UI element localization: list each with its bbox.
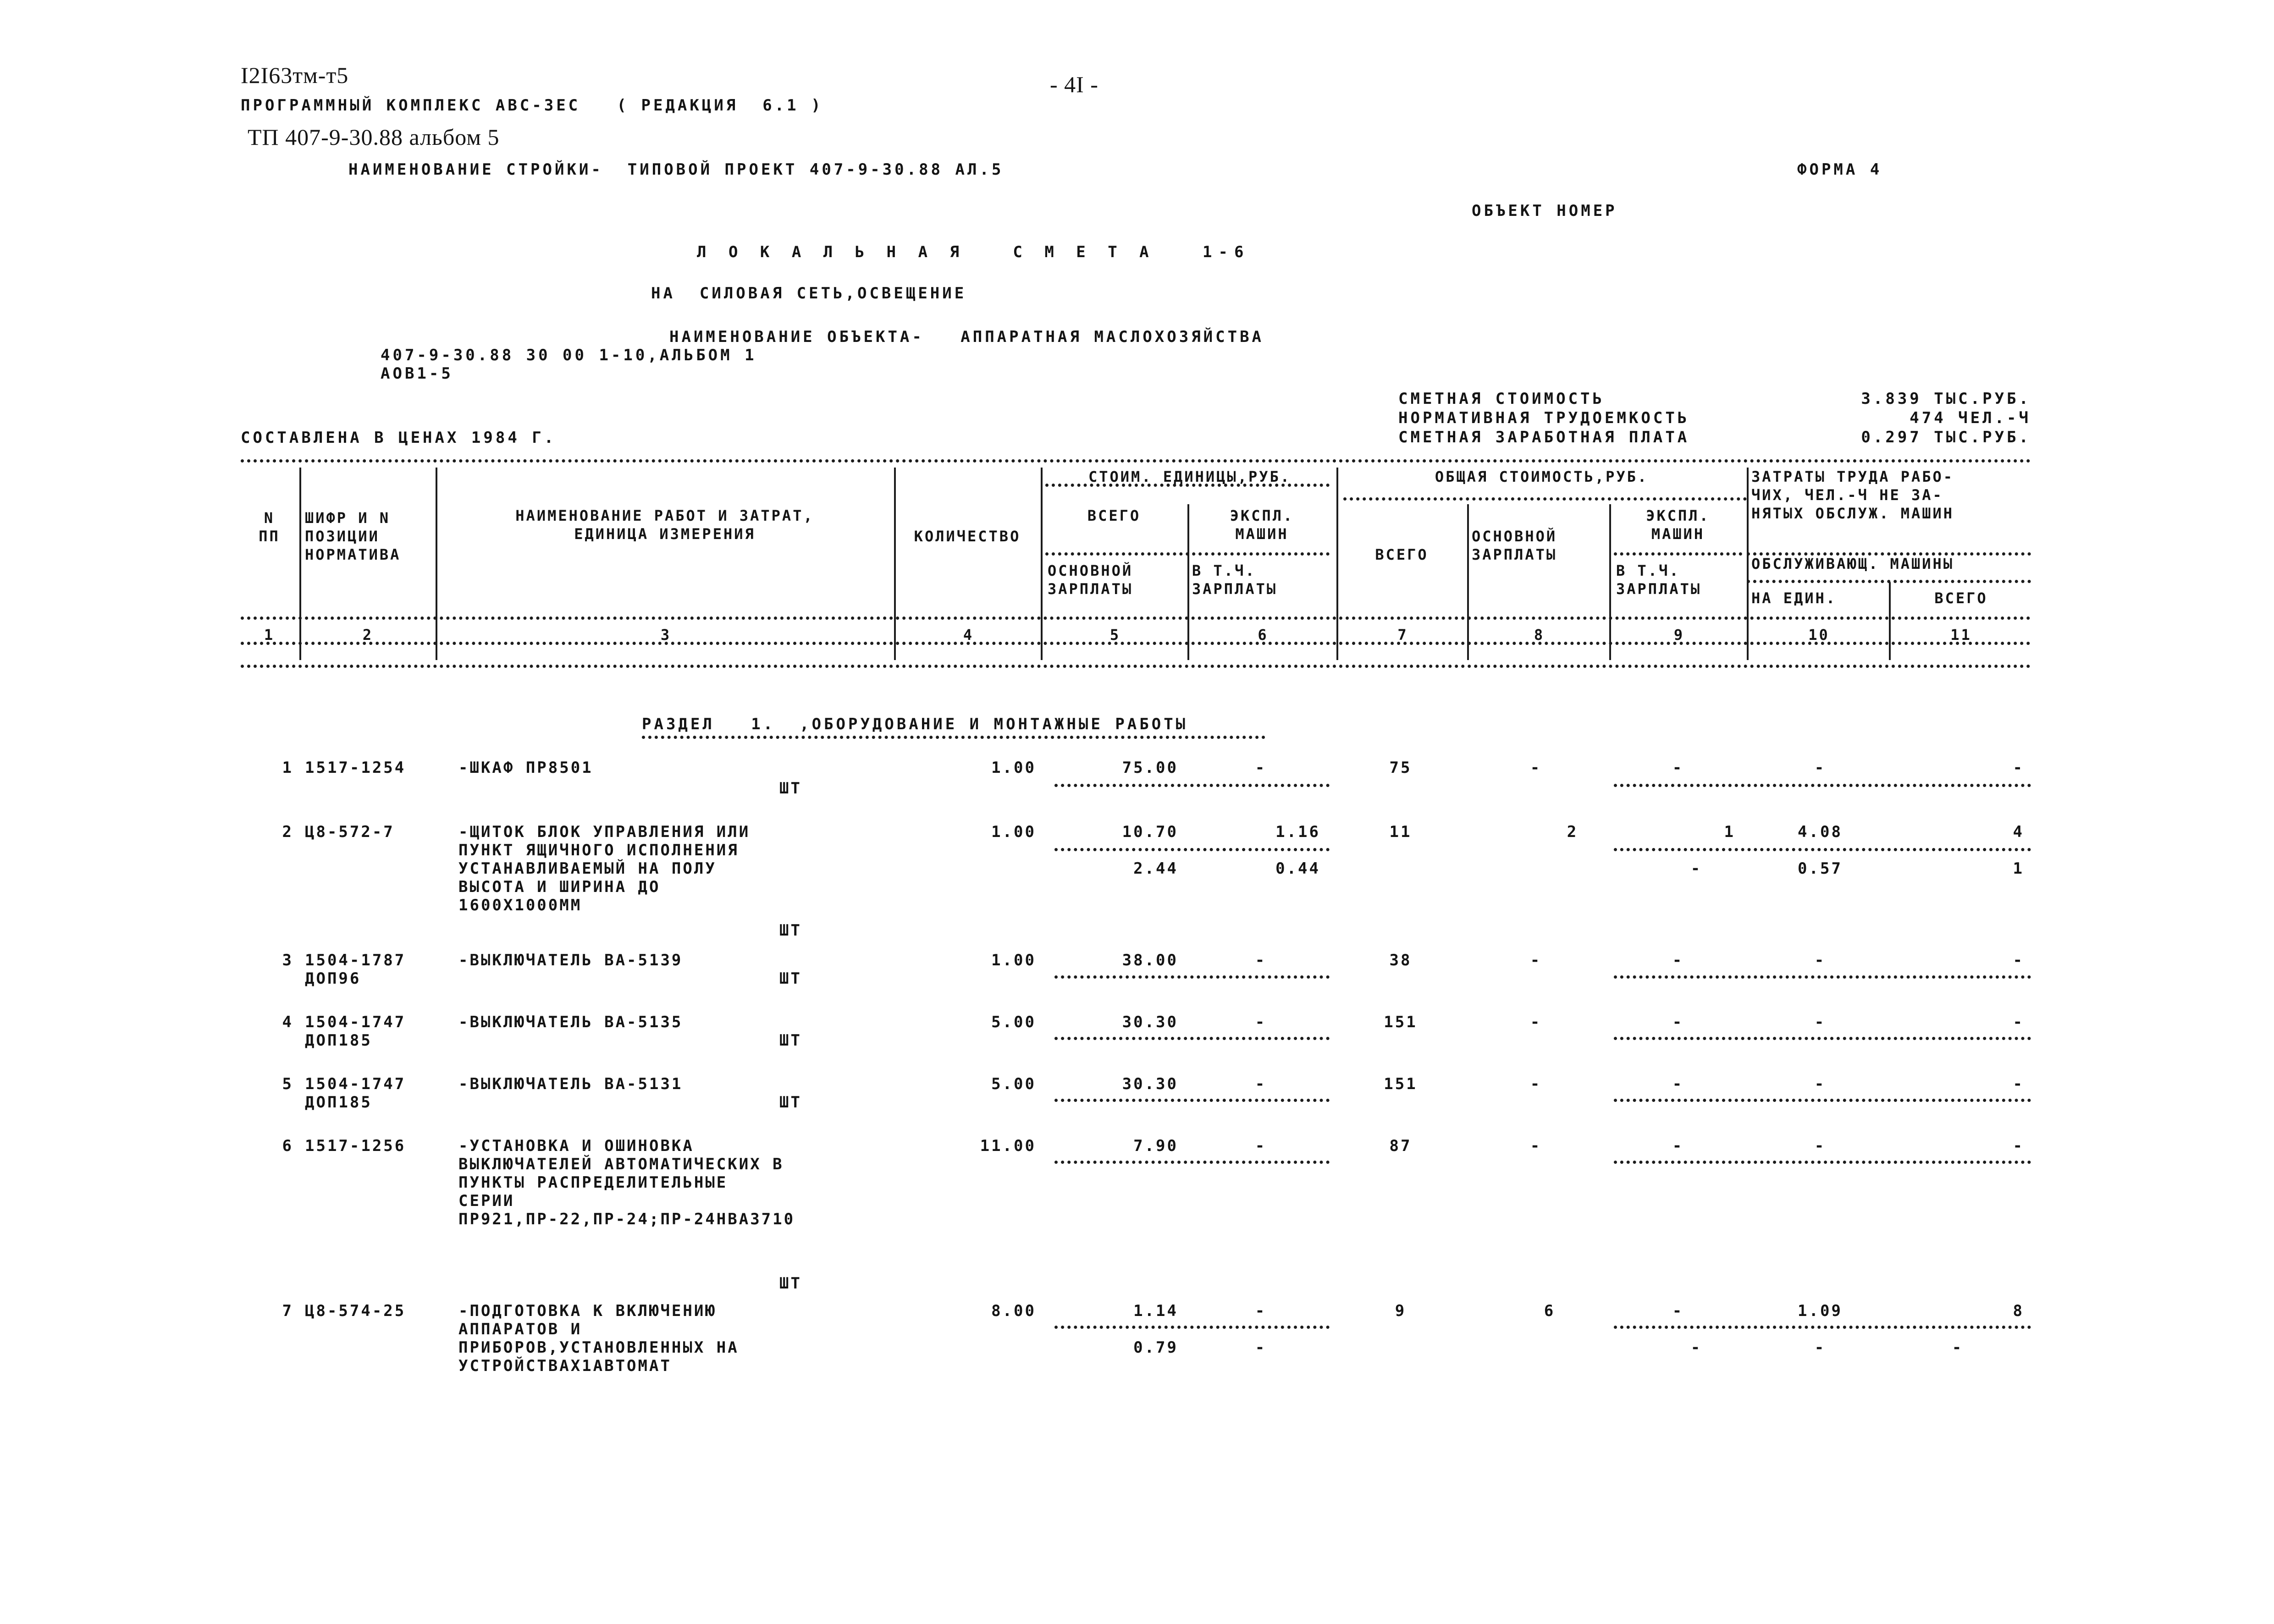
row5-lab-unit: - [1814,1075,1826,1093]
row3-tot-all: 38 [1389,951,1412,969]
row2-lab-unit2: 0.57 [1798,859,1843,878]
row5-name: -ВЫКЛЮЧАТЕЛЬ ВА-5131 [458,1075,683,1093]
row1-tot-wage: - [1530,759,1542,777]
row5-tot-mach: - [1672,1075,1684,1093]
row2-unit-wage: 2.44 [1133,859,1178,878]
row2-lab-total2: 1 [2013,859,2024,878]
row2-unit-rule [1054,848,1330,851]
form-label: ФОРМА 4 [1797,160,1882,179]
col-sep-3 [894,468,896,660]
row2-tot-wage: 2 [1567,823,1579,841]
row3-qty: 1.00 [991,951,1036,969]
row5-code: 1504-1747 ДОП185 [305,1075,406,1112]
colnum-8: 8 [1534,626,1545,644]
row3-unit-mach: - [1255,951,1267,969]
row7-unit-incl: - [1255,1338,1267,1357]
row2-n: 2 [282,823,293,841]
row5-n: 5 [282,1075,293,1093]
tot-mach-mid-rule [1614,552,1742,556]
hdr-tot-machines: ЭКСПЛ. МАШИН [1646,507,1710,543]
row1-right-rule [1614,784,2031,787]
prices-line: СОСТАВЛЕНА В ЦЕНАХ 1984 Г. [241,429,557,447]
colnum-6: 6 [1258,626,1269,644]
section-title: РАЗДЕЛ 1. ,ОБОРУДОВАНИЕ И МОНТАЖНЫЕ РАБОТЫ [642,715,1188,733]
hdr-labor-sub: ОБСЛУЖИВАЮЩ. МАШИНЫ [1751,555,1954,573]
hdr-unit-incl-wage: В Т.Ч. ЗАРПЛАТЫ [1192,562,1278,598]
row2-unit-incl: 0.44 [1275,859,1320,878]
row3-tot-wage: - [1530,951,1542,969]
row1-qty: 1.00 [991,759,1036,777]
row2-name: -ЩИТОК БЛОК УПРАВЛЕНИЯ ИЛИ ПУНКТ ЯЩИЧНОГО ИСПОЛНЕНИЯ УСТАНАВЛИВАЕМЫЙ НА ПОЛУ ВЫСОТА И ШИРИНА ДО 1600Х1000ММ [458,823,751,914]
summary-labor-value: 474 ЧЕЛ.-Ч [1910,409,2031,427]
row4-n: 4 [282,1013,293,1031]
colnum-11: 11 [1950,626,1972,644]
row1-name: -ШКАФ ПР8501 [458,759,593,777]
row3-code: 1504-1787 ДОП96 [305,951,406,988]
summary-wage-value: 0.297 ТЫС.РУБ. [1861,428,2031,446]
summary-cost-value: 3.839 ТЫС.РУБ. [1861,390,2031,408]
album-line: ТП 407-9-30.88 альбом 5 [248,124,500,150]
col-sep-6 [1336,468,1338,660]
row1-n: 1 [282,759,293,777]
row5-unit-total: 30.30 [1122,1075,1178,1093]
row6-unit-total: 7.90 [1133,1137,1178,1155]
row4-lab-total: - [2013,1013,2024,1031]
row5-lab-total: - [2013,1075,2024,1093]
hdr-qty: КОЛИЧЕСТВО [914,528,1021,545]
colnum-2: 2 [362,626,374,644]
hdr-unit-total: ВСЕГО [1087,507,1141,524]
row5-tot-all: 151 [1384,1075,1418,1093]
row7-tot-mach: - [1672,1302,1684,1320]
col-sep-2 [436,468,437,660]
colnum-5: 5 [1109,626,1121,644]
row1-lab-unit: - [1814,759,1826,777]
row3-name: -ВЫКЛЮЧАТЕЛЬ ВА-5139 [458,951,683,969]
summary-cost-label: СМЕТНАЯ СТОИМОСТЬ [1398,390,1605,408]
row1-lab-total: - [2013,759,2024,777]
colnum-10: 10 [1808,626,1830,644]
estimate-title: Л О К А Л Ь Н А Я С М Е Т А 1-6 [697,243,1250,261]
row6-lab-unit: - [1814,1137,1826,1155]
construction-line: НАИМЕНОВАНИЕ СТРОЙКИ- ТИПОВОЙ ПРОЕКТ 407-9-30.88 АЛ.5 [348,160,1004,179]
header-bottom-rule [241,617,2031,620]
row3-lab-unit: - [1814,951,1826,969]
col-sep-7 [1467,504,1469,660]
hdr-unit-cost: СТОИМ. ЕДИНИЦЫ,РУБ. [1088,468,1292,485]
row7-code: Ц8-574-25 [305,1302,406,1320]
hdr-labor: ЗАТРАТЫ ТРУДА РАБО- ЧИХ, ЧЕЛ.-Ч НЕ ЗА- НЯТЫХ ОБСЛУЖ. МАШИН [1751,468,1954,522]
colnum-4: 4 [963,626,974,644]
row7-lab-total2: - [1952,1338,1964,1357]
row1-unit-rule [1054,784,1330,787]
row7-name: -ПОДГОТОВКА К ВКЛЮЧЕНИЮ АППАРАТОВ И ПРИБОРОВ,УСТАНОВЛЕННЫХ НА УСТРОЙСТВАХ1АВТОМАТ [458,1302,739,1375]
row7-right-rule [1614,1326,2031,1329]
row6-tot-all: 87 [1389,1137,1412,1155]
row5-unit-rule [1054,1099,1330,1102]
row2-code: Ц8-572-7 [305,823,395,841]
summary-wage-label: СМЕТНАЯ ЗАРАБОТНАЯ ПЛАТА [1398,428,1690,446]
row6-unit-mach: - [1255,1137,1267,1155]
hdr-tot-incl-wage: В Т.Ч. ЗАРПЛАТЫ [1616,562,1702,598]
object-number-label: ОБЪЕКТ НОМЕР [1472,202,1617,220]
row4-unit-rule [1054,1037,1330,1040]
row3-tot-mach: - [1672,951,1684,969]
colnum-bottom-rule [241,665,2031,668]
row6-right-rule [1614,1161,2031,1164]
row2-lab-unit: 4.08 [1798,823,1843,841]
row2-lab-total: 4 [2013,823,2024,841]
row6-lab-total: - [2013,1137,2024,1155]
estimate-subject: НА СИЛОВАЯ СЕТЬ,ОСВЕЩЕНИЕ [651,284,967,303]
row3-lab-total: - [2013,951,2024,969]
row4-unit-mach: - [1255,1013,1267,1031]
total-cost-rule [1343,497,1747,501]
row3-right-rule [1614,975,2031,979]
row5-tot-wage: - [1530,1075,1542,1093]
row5-unit-mach: - [1255,1075,1267,1093]
hdr-labor-unit: НА ЕДИН. [1751,589,1837,607]
colnum-9: 9 [1673,626,1685,644]
row6-unit-rule [1054,1161,1330,1164]
basis-line-1: 407-9-30.88 30 00 1-10,АЛЬБОМ 1 [381,346,757,364]
row7-lab-unit2: - [1814,1338,1826,1357]
row7-lab-unit: 1.09 [1798,1302,1843,1320]
section-underline [642,736,1265,739]
table-top-rule [241,459,2031,462]
row7-unit-wage: 0.79 [1133,1338,1178,1357]
row4-unit: ШТ [779,1031,802,1050]
row4-code: 1504-1747 ДОП185 [305,1013,406,1050]
summary-labor-label: НОРМАТИВНАЯ ТРУДОЕМКОСТЬ [1398,409,1690,427]
row7-unit-rule [1054,1326,1330,1329]
row7-n: 7 [282,1302,293,1320]
row7-lab-total: 8 [2013,1302,2024,1320]
hdr-unit-machines: ЭКСПЛ. МАШИН [1230,507,1294,543]
row1-unit-total: 75.00 [1122,759,1178,777]
row6-tot-wage: - [1530,1137,1542,1155]
basis-line-2: АОВ1-5 [381,364,453,383]
col-sep-8 [1609,504,1611,660]
row7-tot-incl: - [1690,1338,1702,1357]
object-name: НАИМЕНОВАНИЕ ОБЪЕКТА- АППАРАТНАЯ МАСЛОХОЗЯЙСТВА [669,328,1264,346]
row1-code: 1517-1254 [305,759,406,777]
row1-tot-mach: - [1672,759,1684,777]
hdr-tot-wage: ОСНОВНОЙ ЗАРПЛАТЫ [1472,528,1557,563]
hdr-name: НАИМЕНОВАНИЕ РАБОТ И ЗАТРАТ, ЕДИНИЦА ИЗМЕРЕНИЯ [515,507,814,543]
row4-tot-all: 151 [1384,1013,1418,1031]
row7-unit-total: 1.14 [1133,1302,1178,1320]
col-sep-4 [1041,468,1043,660]
row4-tot-mach: - [1672,1013,1684,1031]
row4-lab-unit: - [1814,1013,1826,1031]
hdr-code: ШИФР И N ПОЗИЦИИ НОРМАТИВА [305,509,401,563]
row6-n: 6 [282,1137,293,1155]
row5-qty: 5.00 [991,1075,1036,1093]
row4-tot-wage: - [1530,1013,1542,1031]
row3-n: 3 [282,951,293,969]
row6-unit: ШТ [779,1274,802,1293]
row2-unit-mach: 1.16 [1275,823,1320,841]
row4-name: -ВЫКЛЮЧАТЕЛЬ ВА-5135 [458,1013,683,1031]
row1-unit-mach: - [1255,759,1267,777]
hdr-unit-wage: ОСНОВНОЙ ЗАРПЛАТЫ [1048,562,1133,598]
hdr-n: N ПП [259,509,280,545]
row2-right-rule [1614,848,2031,851]
hdr-labor-total: ВСЕГО [1934,589,1988,607]
row3-unit-total: 38.00 [1122,951,1178,969]
row2-qty: 1.00 [991,823,1036,841]
hdr-tot-all: ВСЕГО [1375,546,1429,563]
row7-tot-wage: 6 [1544,1302,1556,1320]
row2-unit: ШТ [779,921,802,940]
document-code: I2I63тм-т5 [241,62,349,88]
row1-unit: ШТ [779,779,802,798]
col-sep-5 [1187,504,1189,660]
row3-unit-rule [1054,975,1330,979]
row6-qty: 11.00 [980,1137,1036,1155]
row7-unit-mach: - [1255,1302,1267,1320]
row2-tot-all: 11 [1389,823,1412,841]
row4-qty: 5.00 [991,1013,1036,1031]
page-number: - 4I - [1050,72,1098,97]
row6-tot-mach: - [1672,1137,1684,1155]
row3-unit: ШТ [779,969,802,988]
col-sep-10 [1889,582,1891,660]
row4-right-rule [1614,1037,2031,1040]
row6-code: 1517-1256 [305,1137,406,1155]
col-sep-9 [1747,468,1749,660]
row2-tot-mach: 1 [1724,823,1735,841]
colnum-7: 7 [1397,626,1408,644]
row6-name: -УСТАНОВКА И ОШИНОВКА ВЫКЛЮЧАТЕЛЕЙ АВТОМАТИЧЕСКИХ В ПУНКТЫ РАСПРЕДЕЛИТЕЛЬНЫЕ СЕРИИ ПР921,ПР-22,ПР-24;ПР-24НВА3710 [458,1137,795,1228]
row7-qty: 8.00 [991,1302,1036,1320]
row5-right-rule [1614,1099,2031,1102]
row2-unit-total: 10.70 [1122,823,1178,841]
colnum-3: 3 [660,626,672,644]
hdr-total-cost: ОБЩАЯ СТОИМОСТЬ,РУБ. [1435,468,1649,485]
row4-unit-total: 30.30 [1122,1013,1178,1031]
row7-tot-all: 9 [1395,1302,1407,1320]
row1-tot-all: 75 [1389,759,1412,777]
program-line: ПРОГРАММНЫЙ КОМПЛЕКС АВС-ЗЕС ( РЕДАКЦИЯ 6.1 ) [241,96,823,115]
row5-unit: ШТ [779,1093,802,1112]
row2-tot-incl: - [1690,859,1702,878]
colnum-1: 1 [264,626,275,644]
